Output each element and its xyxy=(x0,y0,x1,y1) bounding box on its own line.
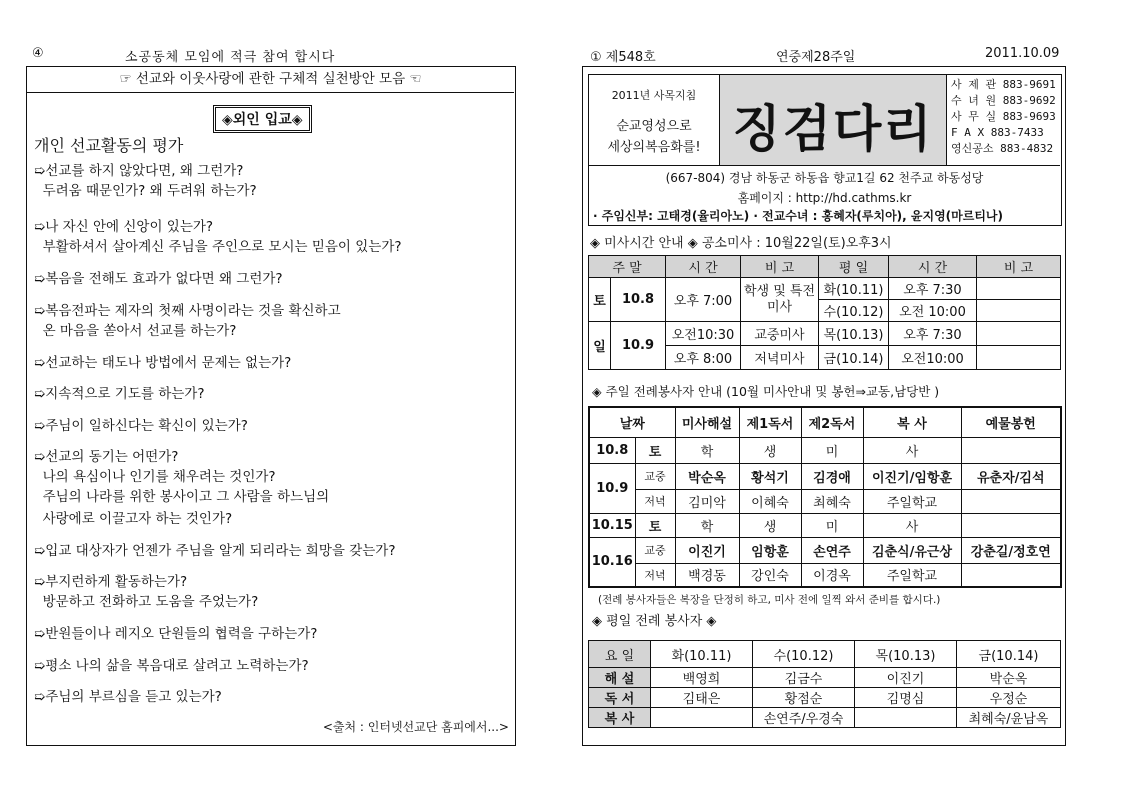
duty-cell: 주일학교 xyxy=(863,563,961,587)
duty-cell: 생 xyxy=(739,437,801,463)
mass-section-title: ◈ 미사시간 안내 ◈ 공소미사 : 10월22일(토)오후3시 xyxy=(590,236,892,251)
weekday-day: 목(10.13) xyxy=(819,322,889,346)
duty-cell: 생 xyxy=(739,513,801,537)
question-line: ➯복음을 전해도 효과가 없다면 왜 그런가? xyxy=(34,271,283,287)
wk-header: 화(10.11) xyxy=(651,641,753,668)
wk-cell: 이진기 xyxy=(855,668,957,688)
weekday-time: 오후 7:30 xyxy=(889,278,977,300)
homepage-link[interactable]: 홈페이지 : http://hd.cathms.kr xyxy=(737,191,912,205)
mass-header: 비 고 xyxy=(977,256,1061,278)
weekday-note xyxy=(977,346,1061,370)
wk-header: 수(10.12) xyxy=(753,641,855,668)
wk-cell: 김명심 xyxy=(855,688,957,708)
duty-header: 미사해설 xyxy=(675,407,739,437)
question-line: 두려움 때문인가? 왜 두려워 하는가? xyxy=(34,183,257,199)
question-line: ➯주님이 일하신다는 확신이 있는가? xyxy=(34,418,248,434)
wk-row-label: 독 서 xyxy=(589,688,651,708)
contact-item: 사 제 관 883-9691 xyxy=(951,78,1056,91)
question-line: ➯복음전파는 제자의 첫째 사명이라는 것을 확신하고 xyxy=(34,303,341,319)
question-line: 사랑에로 이끌고자 하는 것인가? xyxy=(34,511,233,527)
staff-line: · 주임신부: 고태경(율리아노) · 전교수녀 : 홍혜자(루치아), 윤지영(마르티나) xyxy=(593,209,1004,223)
duty-cell: 김미악 xyxy=(675,489,739,513)
duty-header: 예물봉헌 xyxy=(961,407,1061,437)
question-line: 주님의 나라를 위한 봉사이고 그 사람을 하느님의 xyxy=(34,489,330,505)
left-top-slogan: 소공동체 모임에 적극 참여 합시다 xyxy=(125,50,336,65)
question-line: 온 마음을 쏟아서 선교를 하는가? xyxy=(34,323,237,339)
left-content-box xyxy=(26,66,516,746)
mass-date: 10.9 xyxy=(611,322,666,370)
section-label: ◈외인 입교◈ xyxy=(213,105,312,133)
weekday-note xyxy=(977,278,1061,300)
mass-time: 오전10:30 xyxy=(666,322,741,346)
wk-cell: 김태은 xyxy=(651,688,753,708)
motto-year: 2011년 사목지침 xyxy=(611,89,697,102)
weekday-day: 금(10.14) xyxy=(819,346,889,370)
question-line: ➯평소 나의 삶을 복음대로 살려고 노력하는가? xyxy=(34,658,309,674)
logo-panel xyxy=(720,75,947,165)
duty-header: 복 사 xyxy=(863,407,961,437)
duty-section-title: ◈ 주일 전례봉사자 안내 (10월 미사안내 및 봉헌⇒교동,남당반 ) xyxy=(592,384,940,399)
wk-cell: 김금수 xyxy=(753,668,855,688)
weekday-day: 수(10.12) xyxy=(819,300,889,322)
source-credit: <출처 : 인터넷선교단 홈피에서...> xyxy=(322,720,509,734)
week-title: 연중제28주일 xyxy=(776,50,856,65)
duty-cell xyxy=(961,437,1061,463)
duty-cell xyxy=(961,563,1061,587)
duty-date: 10.9 xyxy=(589,463,635,513)
contact-item: F A X 883-7433 xyxy=(951,126,1044,139)
duty-mass-type: 교중 xyxy=(635,537,675,563)
question-line: 나의 욕심이나 인기를 채우려는 것인가? xyxy=(34,469,276,485)
contact-item: 사 무 실 883-9693 xyxy=(951,110,1056,123)
masthead xyxy=(588,74,1062,226)
question-line: ➯입교 대상자가 언젠가 주님을 알게 되리라는 희망을 갖는가? xyxy=(34,543,396,559)
duty-cell: 이진기/임항훈 xyxy=(863,463,961,489)
duty-cell: 사 xyxy=(863,437,961,463)
mass-time: 오후 8:00 xyxy=(666,346,741,370)
question-line: ➯선교를 하지 않았다면, 왜 그런가? xyxy=(34,163,244,179)
duty-cell: 유춘자/김석 xyxy=(961,463,1061,489)
contact-item: 수 녀 원 883-9692 xyxy=(951,94,1056,107)
wk-cell: 백영희 xyxy=(651,668,753,688)
mass-note: 교중미사 xyxy=(741,322,819,346)
weekday-time: 오전10:00 xyxy=(889,346,977,370)
duty-cell: 이경옥 xyxy=(801,563,863,587)
duty-cell: 황석기 xyxy=(739,463,801,489)
wk-row-label: 복 사 xyxy=(589,708,651,728)
duty-date: 10.16 xyxy=(589,537,635,587)
duty-cell: 손연주 xyxy=(801,537,863,563)
mass-header: 평 일 xyxy=(819,256,889,278)
weekday-note xyxy=(977,300,1061,322)
question-line: ➯주님의 부르심을 듣고 있는가? xyxy=(34,689,222,705)
divider xyxy=(589,165,1060,166)
weekday-duty-title: ◈ 평일 전례 봉사자 ◈ xyxy=(592,614,717,629)
duty-cell: 미 xyxy=(801,513,863,537)
logo-wordmark: 징검다리 xyxy=(732,99,934,158)
motto-box xyxy=(589,75,720,165)
wk-cell: 박순옥 xyxy=(957,668,1061,688)
duty-cell: 학 xyxy=(675,437,739,463)
duty-day: 토 xyxy=(635,437,675,463)
wk-cell: 손연주/우경숙 xyxy=(753,708,855,728)
question-line: ➯선교의 동기는 어떤가? xyxy=(34,449,179,465)
mass-day: 토 xyxy=(589,278,611,322)
motto-line: 순교영성으로 xyxy=(616,119,692,134)
mass-header: 시 간 xyxy=(889,256,977,278)
duty-cell: 이혜숙 xyxy=(739,489,801,513)
duty-mass-type: 저녁 xyxy=(635,563,675,587)
duty-table xyxy=(588,406,1062,588)
weekday-duty-table xyxy=(588,640,1061,728)
question-line: ➯지속적으로 기도를 하는가? xyxy=(34,386,205,402)
duty-cell: 최혜숙 xyxy=(801,489,863,513)
question-line: ➯선교하는 태도나 방법에서 문제는 없는가? xyxy=(34,355,292,371)
duty-mass-type: 교중 xyxy=(635,463,675,489)
mass-header: 주 말 xyxy=(589,256,666,278)
mass-header: 비 고 xyxy=(741,256,819,278)
question-line: 방문하고 전화하고 도움을 주었는가? xyxy=(34,594,259,610)
duty-cell: 박순옥 xyxy=(675,463,739,489)
mass-schedule-table xyxy=(588,255,1061,370)
wk-header: 요 일 xyxy=(589,641,651,668)
duty-cell xyxy=(961,489,1061,513)
wk-header: 금(10.14) xyxy=(957,641,1061,668)
duty-header: 제2독서 xyxy=(801,407,863,437)
duty-note: (전례 봉사자들은 복장을 단정히 하고, 미사 전에 일찍 와서 준비를 합시다.) xyxy=(598,594,941,606)
wk-cell xyxy=(855,708,957,728)
duty-date: 10.8 xyxy=(589,437,635,463)
wk-cell: 최혜숙/윤남옥 xyxy=(957,708,1061,728)
weekday-note xyxy=(977,322,1061,346)
mass-header: 시 간 xyxy=(666,256,741,278)
duty-header: 날짜 xyxy=(589,407,675,437)
motto-line: 세상의복음화를! xyxy=(607,140,701,155)
duty-cell: 주일학교 xyxy=(863,489,961,513)
wk-cell: 황점순 xyxy=(753,688,855,708)
mass-day: 일 xyxy=(589,322,611,370)
question-line: ➯반원들이나 레지오 단원들의 협력을 구하는가? xyxy=(34,626,318,642)
weekday-time: 오후 7:30 xyxy=(889,322,977,346)
duty-cell: 임항훈 xyxy=(739,537,801,563)
left-page-number: ④ xyxy=(32,46,44,61)
address: (667-804) 경남 하동군 하동읍 향교1길 62 천주교 하동성당 xyxy=(665,171,984,185)
contact-item: 영신공소 883-4832 xyxy=(951,142,1054,155)
weekday-time: 오전 10:00 xyxy=(889,300,977,322)
question-line: 부활하셔서 살아계신 주님을 주인으로 모시는 믿음이 있는가? xyxy=(34,239,402,255)
duty-mass-type: 저녁 xyxy=(635,489,675,513)
duty-header: 제1독서 xyxy=(739,407,801,437)
duty-cell: 백경동 xyxy=(675,563,739,587)
duty-date: 10.15 xyxy=(589,513,635,537)
duty-cell: 강춘길/정호연 xyxy=(961,537,1061,563)
wk-cell: 우정순 xyxy=(957,688,1061,708)
wk-header: 목(10.13) xyxy=(855,641,957,668)
duty-cell: 이진기 xyxy=(675,537,739,563)
page-title: 개인 선교활동의 평가 xyxy=(34,136,184,155)
duty-cell: 강인숙 xyxy=(739,563,801,587)
question-line: ➯부지런하게 활동하는가? xyxy=(34,574,188,590)
duty-cell: 미 xyxy=(801,437,863,463)
mass-note: 저녁미사 xyxy=(741,346,819,370)
mass-date: 10.8 xyxy=(611,278,666,322)
question-line: ➯나 자신 안에 신앙이 있는가? xyxy=(34,219,214,235)
right-page-number: ① 제548호 xyxy=(590,50,656,65)
duty-cell: 학 xyxy=(675,513,739,537)
wk-cell xyxy=(651,708,753,728)
left-banner: ☞ 선교와 이웃사랑에 관한 구체적 실천방안 모음 ☜ xyxy=(27,67,514,93)
issue-date: 2011.10.09 xyxy=(985,46,1060,61)
mass-time: 오후 7:00 xyxy=(666,278,741,322)
duty-day: 토 xyxy=(635,513,675,537)
duty-cell: 김경애 xyxy=(801,463,863,489)
wk-row-label: 해 설 xyxy=(589,668,651,688)
weekday-day: 화(10.11) xyxy=(819,278,889,300)
duty-cell: 사 xyxy=(863,513,961,537)
contact-list xyxy=(951,77,1056,157)
duty-cell xyxy=(961,513,1061,537)
mass-note: 학생 및 특전미사 xyxy=(741,278,819,322)
duty-cell: 김춘식/유근상 xyxy=(863,537,961,563)
